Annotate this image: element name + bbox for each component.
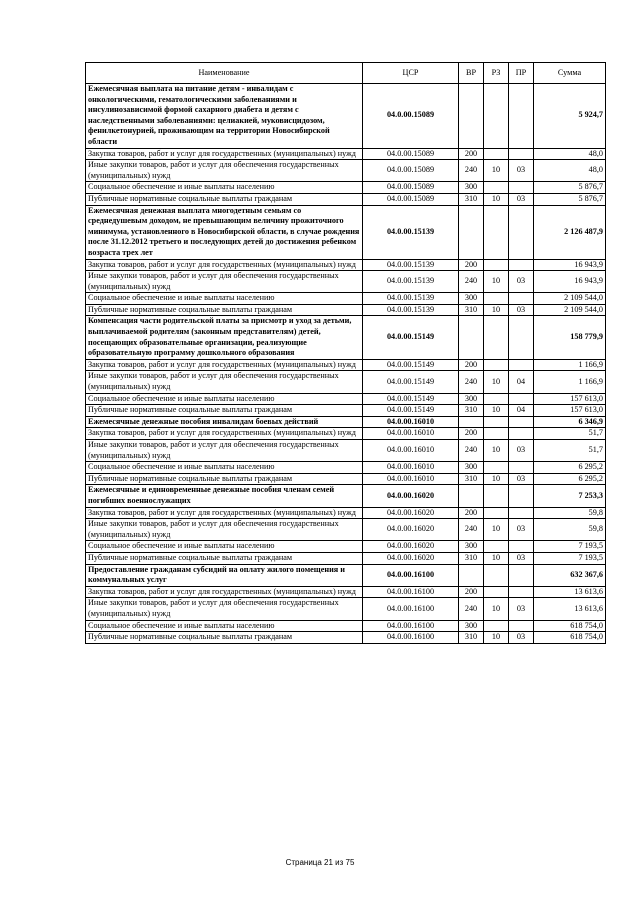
cell-rz: 10	[484, 405, 509, 417]
cell-vr: 200	[459, 507, 484, 519]
table-row	[86, 182, 606, 194]
table-row	[86, 293, 606, 305]
cell-vr	[459, 205, 484, 259]
cell-csr: 04.0.00.16100	[363, 620, 459, 632]
cell-csr: 04.0.00.15139	[363, 304, 459, 316]
cell-rz	[484, 507, 509, 519]
cell-name: Публичные нормативные социальные выплаты гражданам	[86, 193, 363, 205]
cell-vr: 310	[459, 405, 484, 417]
cell-pr: 03	[509, 598, 534, 620]
cell-vr: 200	[459, 259, 484, 271]
cell-vr: 310	[459, 193, 484, 205]
cell-sum: 1 166,9	[534, 371, 606, 393]
table-row	[86, 462, 606, 474]
cell-csr: 04.0.00.16020	[363, 552, 459, 564]
cell-rz	[484, 293, 509, 305]
budget-table	[85, 62, 606, 644]
cell-pr: 03	[509, 193, 534, 205]
cell-sum: 6 295,2	[534, 462, 606, 474]
cell-csr: 04.0.00.16100	[363, 564, 459, 586]
cell-name: Социальное обеспечение и иные выплаты населению	[86, 293, 363, 305]
cell-rz	[484, 428, 509, 440]
cell-pr	[509, 586, 534, 598]
table-body	[86, 84, 606, 644]
cell-sum: 59,8	[534, 519, 606, 541]
budget-sheet	[85, 62, 605, 644]
cell-pr	[509, 84, 534, 149]
cell-rz: 10	[484, 160, 509, 182]
cell-name: Ежемесячные и единовременные денежные пособия членам семей погибших военнослужащих	[86, 485, 363, 507]
table-row	[86, 428, 606, 440]
cell-rz	[484, 316, 509, 359]
cell-name: Закупка товаров, работ и услуг для государственных (муниципальных) нужд	[86, 259, 363, 271]
column-header-rz: РЗ	[484, 63, 509, 84]
cell-pr: 03	[509, 632, 534, 644]
cell-name: Закупка товаров, работ и услуг для государственных (муниципальных) нужд	[86, 507, 363, 519]
table-row-heading	[86, 205, 606, 259]
cell-rz	[484, 586, 509, 598]
cell-rz	[484, 416, 509, 428]
cell-name: Закупка товаров, работ и услуг для государственных (муниципальных) нужд	[86, 428, 363, 440]
table-row	[86, 552, 606, 564]
cell-pr	[509, 620, 534, 632]
cell-vr: 300	[459, 462, 484, 474]
cell-rz	[484, 485, 509, 507]
cell-rz: 10	[484, 598, 509, 620]
table-row	[86, 620, 606, 632]
cell-sum: 7 193,5	[534, 552, 606, 564]
cell-name: Социальное обеспечение и иные выплаты населению	[86, 462, 363, 474]
table-row	[86, 393, 606, 405]
cell-pr	[509, 359, 534, 371]
cell-vr: 300	[459, 541, 484, 553]
table-row	[86, 507, 606, 519]
cell-vr: 240	[459, 440, 484, 462]
cell-name: Социальное обеспечение и иные выплаты населению	[86, 541, 363, 553]
cell-rz	[484, 620, 509, 632]
cell-csr: 04.0.00.15089	[363, 182, 459, 194]
cell-pr	[509, 564, 534, 586]
cell-sum: 157 613,0	[534, 405, 606, 417]
cell-sum: 5 924,7	[534, 84, 606, 149]
cell-csr: 04.0.00.16100	[363, 632, 459, 644]
cell-pr: 03	[509, 304, 534, 316]
cell-vr	[459, 84, 484, 149]
table-row	[86, 160, 606, 182]
cell-vr: 310	[459, 632, 484, 644]
cell-vr: 200	[459, 428, 484, 440]
cell-name: Социальное обеспечение и иные выплаты населению	[86, 182, 363, 194]
cell-sum: 5 876,7	[534, 193, 606, 205]
cell-rz	[484, 182, 509, 194]
cell-sum: 59,8	[534, 507, 606, 519]
cell-vr: 200	[459, 586, 484, 598]
cell-vr: 200	[459, 148, 484, 160]
cell-rz	[484, 564, 509, 586]
cell-vr: 240	[459, 519, 484, 541]
cell-csr: 04.0.00.16010	[363, 462, 459, 474]
cell-rz	[484, 462, 509, 474]
cell-vr	[459, 316, 484, 359]
cell-csr: 04.0.00.16100	[363, 586, 459, 598]
cell-rz	[484, 84, 509, 149]
cell-rz: 10	[484, 632, 509, 644]
cell-name: Закупка товаров, работ и услуг для государственных (муниципальных) нужд	[86, 148, 363, 160]
cell-vr	[459, 564, 484, 586]
table-row	[86, 632, 606, 644]
cell-sum: 2 126 487,9	[534, 205, 606, 259]
cell-vr: 300	[459, 620, 484, 632]
table-row-heading	[86, 84, 606, 149]
cell-vr	[459, 485, 484, 507]
cell-csr: 04.0.00.15139	[363, 259, 459, 271]
cell-name: Иные закупки товаров, работ и услуг для обеспечения государственных (муниципальных) нужд	[86, 440, 363, 462]
cell-csr: 04.0.00.16020	[363, 507, 459, 519]
cell-csr: 04.0.00.16020	[363, 541, 459, 553]
cell-vr: 310	[459, 473, 484, 485]
cell-vr: 240	[459, 371, 484, 393]
cell-csr: 04.0.00.15089	[363, 148, 459, 160]
cell-csr: 04.0.00.16010	[363, 416, 459, 428]
table-row	[86, 519, 606, 541]
cell-vr: 310	[459, 552, 484, 564]
cell-pr	[509, 416, 534, 428]
cell-pr: 03	[509, 271, 534, 293]
cell-sum: 7 253,3	[534, 485, 606, 507]
cell-rz	[484, 359, 509, 371]
cell-sum: 51,7	[534, 440, 606, 462]
cell-pr	[509, 485, 534, 507]
cell-name: Ежемесячная денежная выплата многодетным семьям со среднедушевым доходом, не превышающим величину прожиточного минимума, установленного в Новосибирской области, в случае рождения после 31.12.2012 третьего и последующих детей до достижения ребенком возраста трех лет	[86, 205, 363, 259]
table-row-heading	[86, 316, 606, 359]
cell-csr: 04.0.00.15089	[363, 84, 459, 149]
cell-name: Иные закупки товаров, работ и услуг для обеспечения государственных (муниципальных) нужд	[86, 271, 363, 293]
cell-rz: 10	[484, 193, 509, 205]
cell-pr	[509, 393, 534, 405]
cell-sum: 158 779,9	[534, 316, 606, 359]
cell-rz	[484, 541, 509, 553]
cell-sum: 13 613,6	[534, 598, 606, 620]
cell-rz	[484, 259, 509, 271]
cell-name: Публичные нормативные социальные выплаты гражданам	[86, 304, 363, 316]
cell-sum: 2 109 544,0	[534, 293, 606, 305]
cell-rz	[484, 205, 509, 259]
cell-pr: 03	[509, 160, 534, 182]
cell-name: Закупка товаров, работ и услуг для государственных (муниципальных) нужд	[86, 586, 363, 598]
table-row	[86, 586, 606, 598]
table-row	[86, 405, 606, 417]
cell-name: Ежемесячная выплата на питание детям - инвалидам с онкологическими, гематологическими заболеваниями и инсулинозависимой формой сахарного диабета и детям с наследственными заболеваниями: целиакией, муковисцидозом, фенилкетонурией, проживающим на территории Новосибирской области	[86, 84, 363, 149]
table-row	[86, 359, 606, 371]
cell-name: Социальное обеспечение и иные выплаты населению	[86, 393, 363, 405]
cell-sum: 48,0	[534, 160, 606, 182]
cell-pr	[509, 205, 534, 259]
cell-vr: 300	[459, 293, 484, 305]
cell-csr: 04.0.00.16020	[363, 519, 459, 541]
cell-sum: 16 943,9	[534, 271, 606, 293]
cell-name: Предоставление гражданам субсидий на оплату жилого помещения и коммунальных услуг	[86, 564, 363, 586]
cell-rz: 10	[484, 519, 509, 541]
cell-pr	[509, 428, 534, 440]
cell-csr: 04.0.00.15149	[363, 371, 459, 393]
cell-csr: 04.0.00.16010	[363, 440, 459, 462]
cell-pr	[509, 182, 534, 194]
table-row	[86, 271, 606, 293]
cell-name: Публичные нормативные социальные выплаты гражданам	[86, 405, 363, 417]
cell-sum: 157 613,0	[534, 393, 606, 405]
table-row	[86, 259, 606, 271]
cell-vr: 200	[459, 359, 484, 371]
cell-rz: 10	[484, 552, 509, 564]
cell-name: Иные закупки товаров, работ и услуг для обеспечения государственных (муниципальных) нужд	[86, 519, 363, 541]
column-header-vr: ВР	[459, 63, 484, 84]
cell-sum: 618 754,0	[534, 620, 606, 632]
table-row	[86, 193, 606, 205]
cell-pr: 04	[509, 405, 534, 417]
cell-name: Публичные нормативные социальные выплаты гражданам	[86, 473, 363, 485]
cell-pr: 03	[509, 519, 534, 541]
cell-csr: 04.0.00.15089	[363, 193, 459, 205]
cell-csr: 04.0.00.16010	[363, 473, 459, 485]
column-header-pr: ПР	[509, 63, 534, 84]
table-row	[86, 473, 606, 485]
cell-csr: 04.0.00.15149	[363, 405, 459, 417]
cell-vr: 300	[459, 393, 484, 405]
table-row	[86, 541, 606, 553]
cell-csr: 04.0.00.15089	[363, 160, 459, 182]
cell-sum: 48,0	[534, 148, 606, 160]
cell-name: Ежемесячные денежные пособия инвалидам боевых действий	[86, 416, 363, 428]
cell-csr: 04.0.00.16010	[363, 428, 459, 440]
cell-name: Иные закупки товаров, работ и услуг для обеспечения государственных (муниципальных) нужд	[86, 160, 363, 182]
cell-vr	[459, 416, 484, 428]
cell-pr	[509, 148, 534, 160]
cell-rz: 10	[484, 440, 509, 462]
cell-sum: 16 943,9	[534, 259, 606, 271]
table-row	[86, 304, 606, 316]
cell-sum: 1 166,9	[534, 359, 606, 371]
cell-csr: 04.0.00.16100	[363, 598, 459, 620]
cell-pr	[509, 462, 534, 474]
cell-vr: 240	[459, 160, 484, 182]
table-row	[86, 598, 606, 620]
cell-sum: 13 613,6	[534, 586, 606, 598]
cell-pr: 03	[509, 473, 534, 485]
cell-vr: 300	[459, 182, 484, 194]
table-row-heading	[86, 564, 606, 586]
cell-pr: 03	[509, 552, 534, 564]
column-header-sum: Сумма	[534, 63, 606, 84]
table-row-heading	[86, 485, 606, 507]
table-row	[86, 440, 606, 462]
cell-pr	[509, 316, 534, 359]
cell-csr: 04.0.00.15139	[363, 293, 459, 305]
cell-csr: 04.0.00.15149	[363, 393, 459, 405]
table-header-row	[86, 63, 606, 84]
cell-rz: 10	[484, 304, 509, 316]
cell-name: Публичные нормативные социальные выплаты гражданам	[86, 552, 363, 564]
cell-csr: 04.0.00.15139	[363, 271, 459, 293]
column-header-name: Наименование	[86, 63, 363, 84]
cell-sum: 7 193,5	[534, 541, 606, 553]
cell-sum: 51,7	[534, 428, 606, 440]
cell-sum: 618 754,0	[534, 632, 606, 644]
cell-vr: 240	[459, 271, 484, 293]
cell-name: Иные закупки товаров, работ и услуг для обеспечения государственных (муниципальных) нужд	[86, 598, 363, 620]
cell-vr: 240	[459, 598, 484, 620]
cell-name: Компенсация части родительской платы за присмотр и уход за детьми, выплачиваемой родителям (законным представителям) детей, посещающих образовательные организации, реализующие образовательную программу дошкольного образования	[86, 316, 363, 359]
cell-pr: 04	[509, 371, 534, 393]
cell-name: Публичные нормативные социальные выплаты гражданам	[86, 632, 363, 644]
cell-sum: 6 346,9	[534, 416, 606, 428]
cell-sum: 5 876,7	[534, 182, 606, 194]
cell-sum: 6 295,2	[534, 473, 606, 485]
cell-pr	[509, 293, 534, 305]
cell-name: Социальное обеспечение и иные выплаты населению	[86, 620, 363, 632]
column-header-csr: ЦСР	[363, 63, 459, 84]
cell-pr	[509, 259, 534, 271]
table-row	[86, 371, 606, 393]
cell-sum: 632 367,6	[534, 564, 606, 586]
cell-pr: 03	[509, 440, 534, 462]
table-row-heading	[86, 416, 606, 428]
cell-vr: 310	[459, 304, 484, 316]
cell-pr	[509, 541, 534, 553]
cell-rz: 10	[484, 371, 509, 393]
cell-name: Иные закупки товаров, работ и услуг для обеспечения государственных (муниципальных) нужд	[86, 371, 363, 393]
cell-csr: 04.0.00.15139	[363, 205, 459, 259]
cell-csr: 04.0.00.16020	[363, 485, 459, 507]
cell-name: Закупка товаров, работ и услуг для государственных (муниципальных) нужд	[86, 359, 363, 371]
page-footer: Страница 21 из 75	[285, 858, 355, 867]
cell-rz: 10	[484, 271, 509, 293]
cell-pr	[509, 507, 534, 519]
cell-csr: 04.0.00.15149	[363, 316, 459, 359]
cell-rz: 10	[484, 473, 509, 485]
cell-csr: 04.0.00.15149	[363, 359, 459, 371]
cell-rz	[484, 393, 509, 405]
cell-rz	[484, 148, 509, 160]
cell-sum: 2 109 544,0	[534, 304, 606, 316]
table-row	[86, 148, 606, 160]
